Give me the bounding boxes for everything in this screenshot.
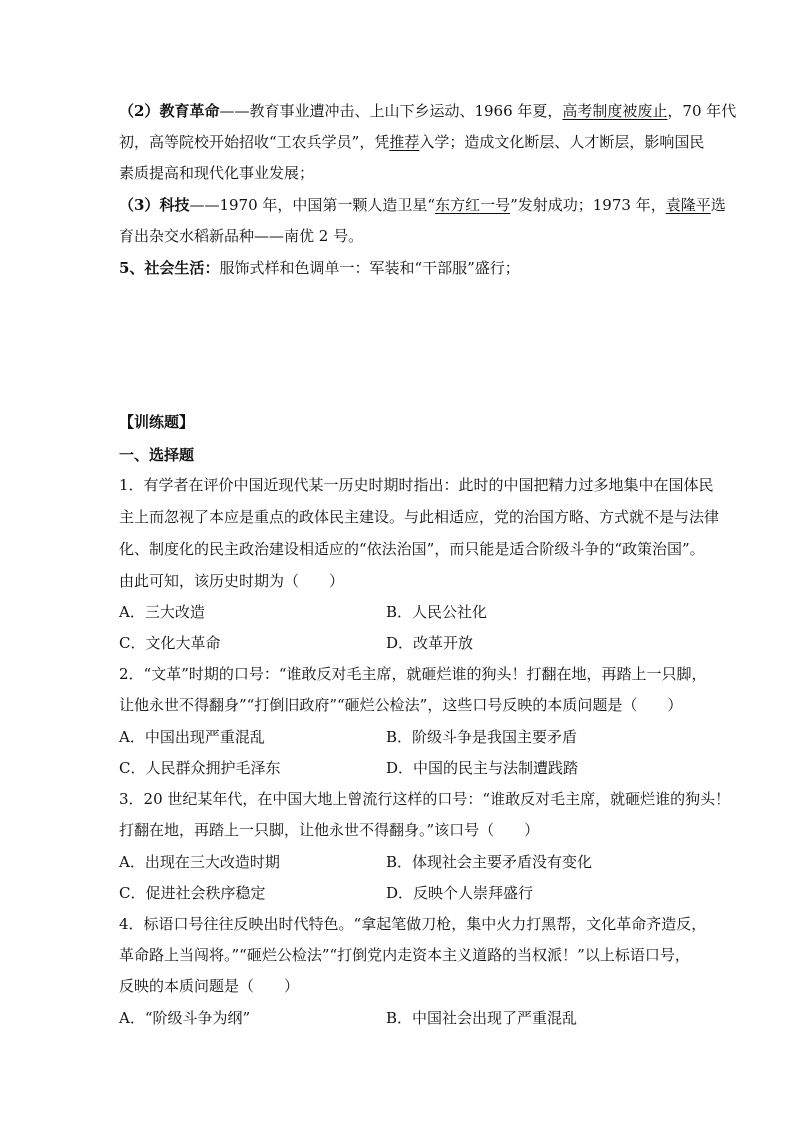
question-2-option-c[interactable]: C．人民群众拥护毛泽东	[119, 759, 281, 777]
item5-text: 服饰式样和色调单一：军装和“干部服”盛行；	[219, 259, 520, 277]
question-2-option-a[interactable]: A．中国出现严重混乱	[119, 728, 265, 746]
item3-text: ——1970 年，中国第一颗人造卫星“	[189, 196, 436, 214]
item3-text: ”发射成功；1973 年，	[510, 196, 666, 214]
question-1-line: 1．有学者在评价中国近现代某一历史时期时指出：此时的中国把精力过多地集中在国体民	[119, 476, 714, 494]
underlined-term: 东方红一号	[435, 196, 511, 214]
question-4-option-b[interactable]: B．中国社会出现了严重混乱	[386, 1009, 578, 1027]
question-2-option-d[interactable]: D．中国的民主与法制遭践踏	[386, 759, 579, 777]
item2-text: ，70 年代	[667, 102, 737, 120]
question-3-option-a[interactable]: A．出现在三大改造时期	[119, 853, 280, 871]
question-4-option-a[interactable]: A．“阶级斗争为纲”	[119, 1009, 251, 1027]
underlined-term: 袁隆平	[665, 196, 711, 214]
item2-text: ——教育事业遭冲击、上山下乡运动、1966 年夏，	[219, 102, 563, 120]
training-heading: 【训练题】	[119, 413, 195, 431]
question-4-line: 反映的本质问题是（ ）	[119, 977, 300, 995]
question-3-line: 打翻在地，再踏上一只脚，让他永世不得翻身。”该口号（ ）	[119, 821, 540, 839]
underlined-term: 高考制度被废止	[562, 102, 668, 120]
question-1-line: 由此可知，该历史时期为（ ）	[119, 572, 345, 590]
question-3-option-d[interactable]: D．反映个人崇拜盛行	[386, 884, 534, 902]
question-1-line: 主上而忽视了本应是重点的政体民主建设。与此相适应，党的治国方略、方式就不是与法律	[119, 508, 720, 526]
item3-line1	[119, 195, 726, 215]
item2-line3: 素质提高和现代化事业发展；	[119, 164, 315, 182]
question-2-line: 让他永世不得翻身”“打倒旧政府”“砸烂公检法”，这些口号反映的本质问题是（ ）	[119, 696, 683, 714]
question-4-line: 4．标语口号往往反映出时代特色。“拿起笔做刀枪，集中火力打黑帮，文化革命齐造反，	[119, 915, 707, 933]
underlined-term: 推荐	[389, 133, 420, 151]
item2-prefix: （2）	[119, 102, 160, 120]
item2-line1	[119, 101, 736, 121]
question-3-option-c[interactable]: C．促进社会秩序稳定	[119, 884, 266, 902]
item3-text: 选	[710, 196, 726, 214]
item2-topic: 教育革命	[159, 102, 220, 120]
item3-line2: 育出杂交水稻新品种——南优 2 号。	[119, 227, 364, 245]
training-subheading: 一、选择题	[119, 446, 195, 464]
item5-label: 5、社会生活：	[119, 259, 220, 277]
item3-topic: 科技	[159, 196, 190, 214]
item2-text: 入学；造成文化断层、人才断层，影响国民	[419, 133, 705, 151]
item2-text: 初，高等院校开始招收“工农兵学员”，凭	[119, 133, 390, 151]
question-1-option-d[interactable]: D．改革开放	[386, 634, 474, 652]
item3-prefix: （3）	[119, 196, 160, 214]
question-3-option-b[interactable]: B．体现社会主要矛盾没有变化	[386, 853, 593, 871]
question-1-line: 化、制度化的民主政治建设相适应的“依法治国”，而只能是适合阶级斗争的“政策治国”。	[119, 540, 705, 558]
item2-line2	[119, 132, 704, 152]
question-1-option-b[interactable]: B．人民公社化	[386, 603, 488, 621]
question-1-option-c[interactable]: C．文化大革命	[119, 634, 221, 652]
question-4-line: 革命路上当闯将。”“砸烂公检法”“打倒党内走资本主义道路的当权派！”以上标语口号，	[119, 946, 690, 964]
question-1-option-a[interactable]: A．三大改造	[119, 603, 205, 621]
item5-line	[119, 258, 520, 278]
question-3-line: 3．20 世纪某年代，在中国大地上曾流行这样的口号：“谁敢反对毛主席，就砸烂谁的狗头！	[119, 790, 731, 808]
question-2-line: 2．“文革”时期的口号：“谁敢反对毛主席，就砸烂谁的狗头！打翻在地，再踏上一只脚，	[119, 665, 707, 683]
question-2-option-b[interactable]: B．阶级斗争是我国主要矛盾	[386, 728, 578, 746]
